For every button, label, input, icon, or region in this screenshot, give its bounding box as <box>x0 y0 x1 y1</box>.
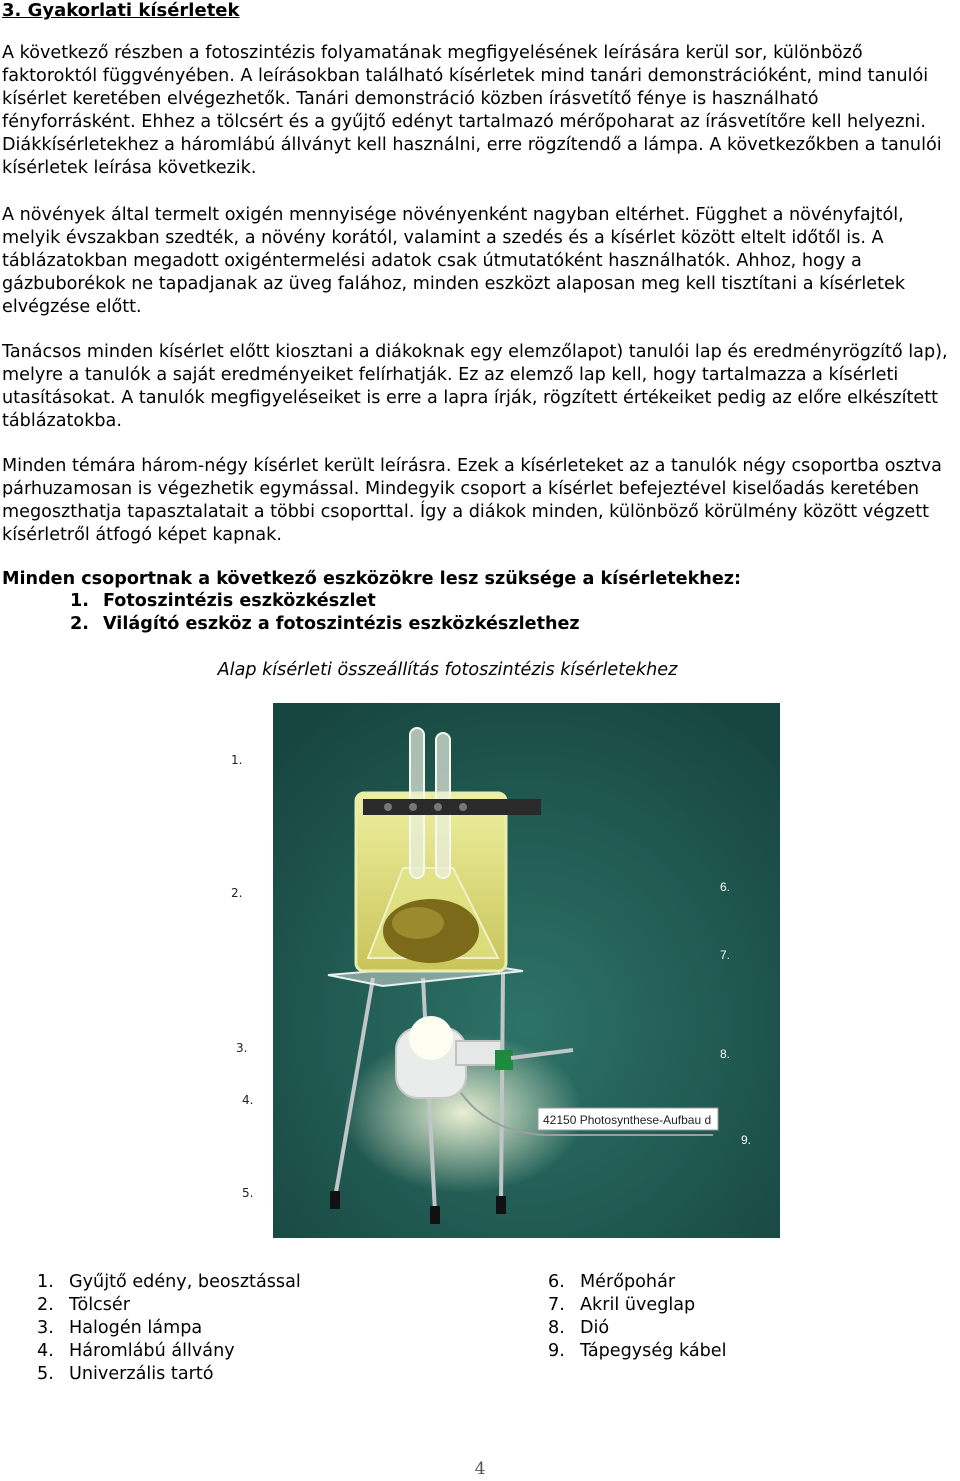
callout-label-3: 3. <box>236 1041 248 1055</box>
callout-label-4: 4. <box>242 1093 254 1107</box>
equipment-list <box>70 590 580 636</box>
callout-8: 8. <box>720 1047 731 1061</box>
list-item: 1. Gyűjtő edény, beosztással <box>37 1272 301 1292</box>
page-number: 4 <box>474 1459 486 1479</box>
paragraph-groups: Minden témára három-négy kísérlet került leírásra. Ezek a kísérleteket az a tanulók négy csoportba osztva párhuzamosan is végezhetik egymással. Mindegyik csoport a kísérlet befejeztével kiselőadás keretében megoszthatja tapasztalatait a többi csoporttal. Így a diákok minden, különböző körülmény között végzett kísérletről átfogó képet kapnak. <box>2 456 942 545</box>
list-item: 5. Univerzális tartó <box>37 1364 214 1384</box>
paragraph-oxygen: A növények által termelt oxigén mennyisége növényenként nagyban eltérhet. Függhet a növényfajtól, melyik évszakban szedték, a növény korától, valamint a szedés és a kísérlet között eltelt időtől is. A táblázatokban megadott oxigéntermelési adatok csak útmutatóként használhatók. Ahhoz, hogy a gázbuborékok ne tapadjanak az üveg falához, minden eszközt alaposan meg kell tisztítani a kísérletek elvégzése előtt. <box>2 205 906 317</box>
equipment-heading: Minden csoportnak a következő eszközökre lesz szüksége a kísérletekhez: <box>2 569 742 589</box>
legend-list-right <box>548 1271 726 1363</box>
callout-9: 9. <box>741 1133 752 1147</box>
list-item: 1. Fotoszintézis eszközkészlet <box>70 591 376 611</box>
list-item: 2. Tölcsér <box>37 1295 130 1315</box>
paragraph-intro: A következő részben a fotoszintézis folyamatának megfigyelésének leírására kerül sor, különböző faktoroktól függvényében. A leírásokban található kísérletek mind tanári demonstrációként, mind tanulói kísérlet keretében elvégezhetők. Tanári demonstráció közben írásvetítő fénye is használható fényforrásként. Ehhez a tölcsért és a gyűjtő edényt tartalmazó mérőpoharat az írásvetítőre kell helyezni. Diákkísérletekhez a háromlábú állványt kell használni, erre rögzítendő a lámpa. A következőkben a tanulói kísérletek leírása következik. <box>2 43 942 178</box>
callout-label-1: 1. <box>231 753 243 767</box>
section-heading: 3. Gyakorlati kísérletek <box>2 0 240 21</box>
universal-holder <box>495 1050 513 1070</box>
list-item: 7. Akril üveglap <box>548 1295 696 1315</box>
setup-photo <box>273 703 780 1238</box>
callout-label-2: 2. <box>231 886 243 900</box>
lamp-bulb <box>409 1016 453 1060</box>
legend-list-left <box>37 1271 301 1386</box>
figure-caption: Alap kísérleti összeállítás fotoszintézis kísérletekhez <box>217 660 678 680</box>
list-item: 6. Mérőpohár <box>548 1272 676 1292</box>
callout-6: 6. <box>720 880 731 894</box>
list-item: 9. Tápegység kábel <box>548 1341 727 1361</box>
list-item: 3. Halogén lámpa <box>37 1318 203 1338</box>
list-item: 2. Világító eszköz a fotoszintézis eszközkészlethez <box>70 614 580 634</box>
callout-7: 7. <box>720 948 731 962</box>
list-item: 4. Háromlábú állvány <box>37 1341 235 1361</box>
paragraph-worksheet: Tanácsos minden kísérlet előtt kiosztani a diákoknak egy elemzőlapot) tanulói lap és eredményrögzítő lap), melyre a tanulók a saját eredményeiket felírhatják. Ez az elemző lap kell, hogy tartalmazza a kísérleti utasításokat. A tanulók megfigyeléseiket is erre a lapra írják, rögzített értékeiket pedig az előre elkészített táblázatokba. <box>2 342 948 431</box>
callout-label-5: 5. <box>242 1186 254 1200</box>
label-tag-text: 42150 Photosynthese-Aufbau d <box>543 1113 712 1127</box>
list-item: 8. Dió <box>548 1318 610 1338</box>
